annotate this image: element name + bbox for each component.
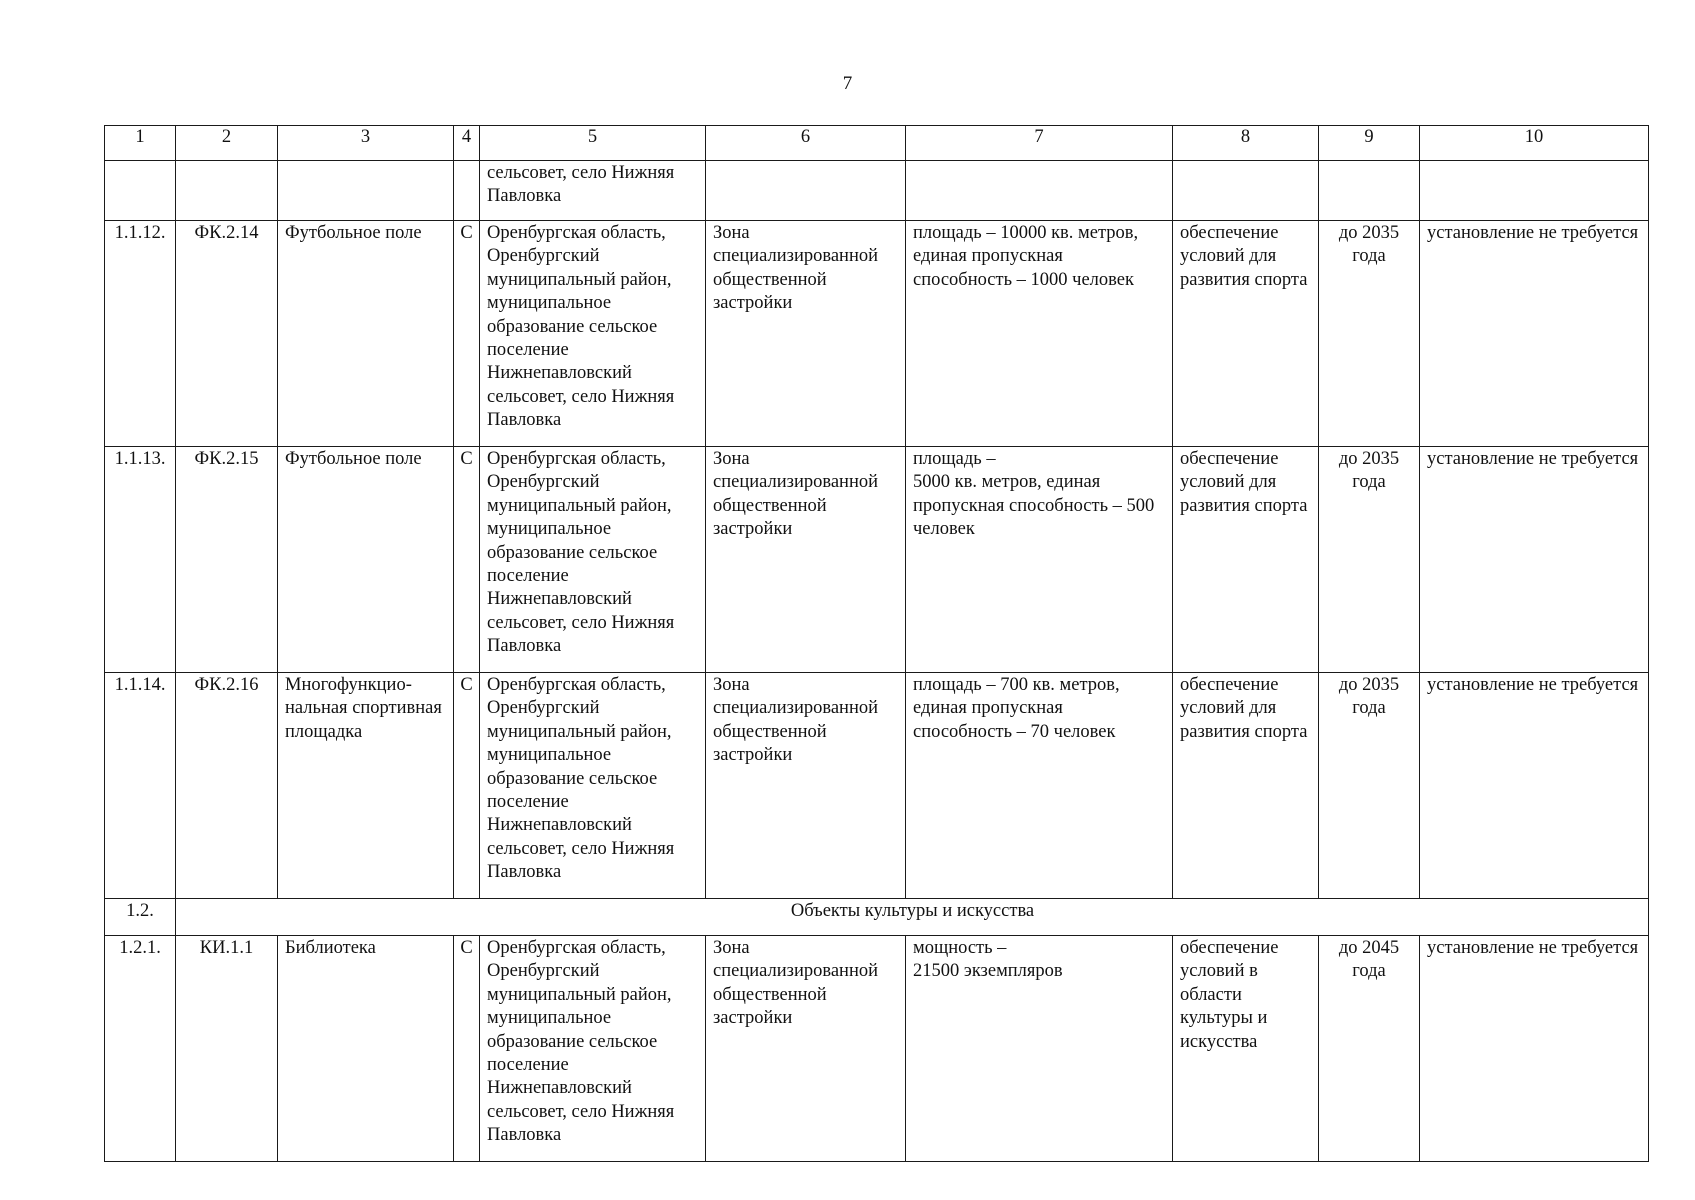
table-row <box>105 221 1649 447</box>
object-code: ФК.2.15 <box>176 447 278 673</box>
term-cell: до 2045 года <box>1319 936 1420 1162</box>
zones-cell <box>1420 447 1649 673</box>
object-name-text: Библиотека <box>285 938 376 958</box>
planned-objects-table <box>104 125 1649 1162</box>
purpose-text: обеспечение условий для развития спорта <box>1180 223 1308 290</box>
empty-cell <box>278 161 454 221</box>
location-text: Оренбургская область, Оренбургский муниципальный район, муниципальное образование сельское поселение Нижнепавловский сельсовет, село Нижняя Павловка <box>487 675 675 883</box>
column-number: 2 <box>176 126 278 161</box>
empty-cell <box>706 161 906 221</box>
zone-text: Зона специализированной общественной застройки <box>713 938 878 1029</box>
object-name-text: Футбольное поле <box>285 449 422 469</box>
object-type: С <box>454 936 480 1162</box>
row-number: 1.1.14. <box>105 673 176 899</box>
row-number: 1.2.1. <box>105 936 176 1162</box>
zones-cell <box>1420 221 1649 447</box>
zone-cell <box>706 936 906 1162</box>
zones-cell <box>1420 936 1649 1162</box>
purpose-cell <box>1173 936 1319 1162</box>
location-cell <box>480 936 706 1162</box>
characteristics-text: площадь – 5000 кв. метров, единая пропускная способность – 500 человек <box>913 449 1155 540</box>
object-code: ФК.2.16 <box>176 673 278 899</box>
column-number: 4 <box>454 126 480 161</box>
purpose-text: обеспечение условий для развития спорта <box>1180 675 1308 742</box>
column-number: 5 <box>480 126 706 161</box>
empty-cell <box>1420 161 1649 221</box>
page-number: 7 <box>842 73 853 94</box>
zone-cell <box>706 447 906 673</box>
location-text: сельсовет, село Нижняя Павловка <box>487 163 675 207</box>
term-cell: до 2035 года <box>1319 221 1420 447</box>
empty-cell <box>906 161 1173 221</box>
location-text: Оренбургская область, Оренбургский муниципальный район, муниципальное образование сельское поселение Нижнепавловский сельсовет, село Нижняя Павловка <box>487 938 675 1146</box>
table-row <box>105 936 1649 1162</box>
location-cell <box>480 221 706 447</box>
zone-text: Зона специализированной общественной застройки <box>713 675 878 766</box>
purpose-text: обеспечение условий в области культуры и искусства <box>1180 938 1279 1052</box>
empty-cell <box>1173 161 1319 221</box>
purpose-cell <box>1173 221 1319 447</box>
term-cell: до 2035 года <box>1319 673 1420 899</box>
empty-cell <box>1319 161 1420 221</box>
characteristics-cell <box>906 673 1173 899</box>
object-code: ФК.2.14 <box>176 221 278 447</box>
zones-text: установление не требуется <box>1427 223 1639 243</box>
purpose-cell <box>1173 673 1319 899</box>
characteristics-text: площадь – 10000 кв. метров, единая пропускная способность – 1000 человек <box>913 223 1139 290</box>
object-name <box>278 673 454 899</box>
column-number-row <box>105 126 1649 161</box>
zone-text: Зона специализированной общественной застройки <box>713 223 878 314</box>
column-number: 1 <box>105 126 176 161</box>
zone-cell <box>706 673 906 899</box>
column-number: 9 <box>1319 126 1420 161</box>
column-number: 3 <box>278 126 454 161</box>
column-number: 10 <box>1420 126 1649 161</box>
object-name-text: Многофункцио- нальная спортивная площадка <box>285 675 442 742</box>
object-name <box>278 936 454 1162</box>
column-number: 8 <box>1173 126 1319 161</box>
characteristics-cell <box>906 221 1173 447</box>
row-number: 1.1.12. <box>105 221 176 447</box>
zones-text: установление не требуется <box>1427 675 1639 695</box>
empty-cell <box>454 161 480 221</box>
object-type: С <box>454 221 480 447</box>
section-row <box>105 899 1649 936</box>
section-title: Объекты культуры и искусства <box>176 899 1649 936</box>
zones-cell <box>1420 673 1649 899</box>
location-cell <box>480 447 706 673</box>
location-cell <box>480 161 706 221</box>
object-type: С <box>454 447 480 673</box>
location-cell <box>480 673 706 899</box>
zone-cell <box>706 221 906 447</box>
empty-cell <box>105 161 176 221</box>
column-number: 6 <box>706 126 906 161</box>
zones-text: установление не требуется <box>1427 938 1639 958</box>
zones-text: установление не требуется <box>1427 449 1639 469</box>
characteristics-cell <box>906 936 1173 1162</box>
purpose-cell <box>1173 447 1319 673</box>
column-number: 7 <box>906 126 1173 161</box>
location-text: Оренбургская область, Оренбургский муниципальный район, муниципальное образование сельское поселение Нижнепавловский сельсовет, село Нижняя Павловка <box>487 449 675 657</box>
object-code: КИ.1.1 <box>176 936 278 1162</box>
characteristics-cell <box>906 447 1173 673</box>
object-type: С <box>454 673 480 899</box>
section-number: 1.2. <box>105 899 176 936</box>
zone-text: Зона специализированной общественной застройки <box>713 449 878 540</box>
term-cell: до 2035 года <box>1319 447 1420 673</box>
location-text: Оренбургская область, Оренбургский муниципальный район, муниципальное образование сельское поселение Нижнепавловский сельсовет, село Нижняя Павловка <box>487 223 675 431</box>
object-name <box>278 221 454 447</box>
purpose-text: обеспечение условий для развития спорта <box>1180 449 1308 516</box>
table-row <box>105 447 1649 673</box>
row-number: 1.1.13. <box>105 447 176 673</box>
characteristics-text: мощность – 21500 экземпляров <box>913 938 1063 982</box>
object-name-text: Футбольное поле <box>285 223 422 243</box>
object-name <box>278 447 454 673</box>
continuation-row <box>105 161 1649 221</box>
empty-cell <box>176 161 278 221</box>
table-row <box>105 673 1649 899</box>
characteristics-text: площадь – 700 кв. метров, единая пропускная способность – 70 человек <box>913 675 1120 742</box>
